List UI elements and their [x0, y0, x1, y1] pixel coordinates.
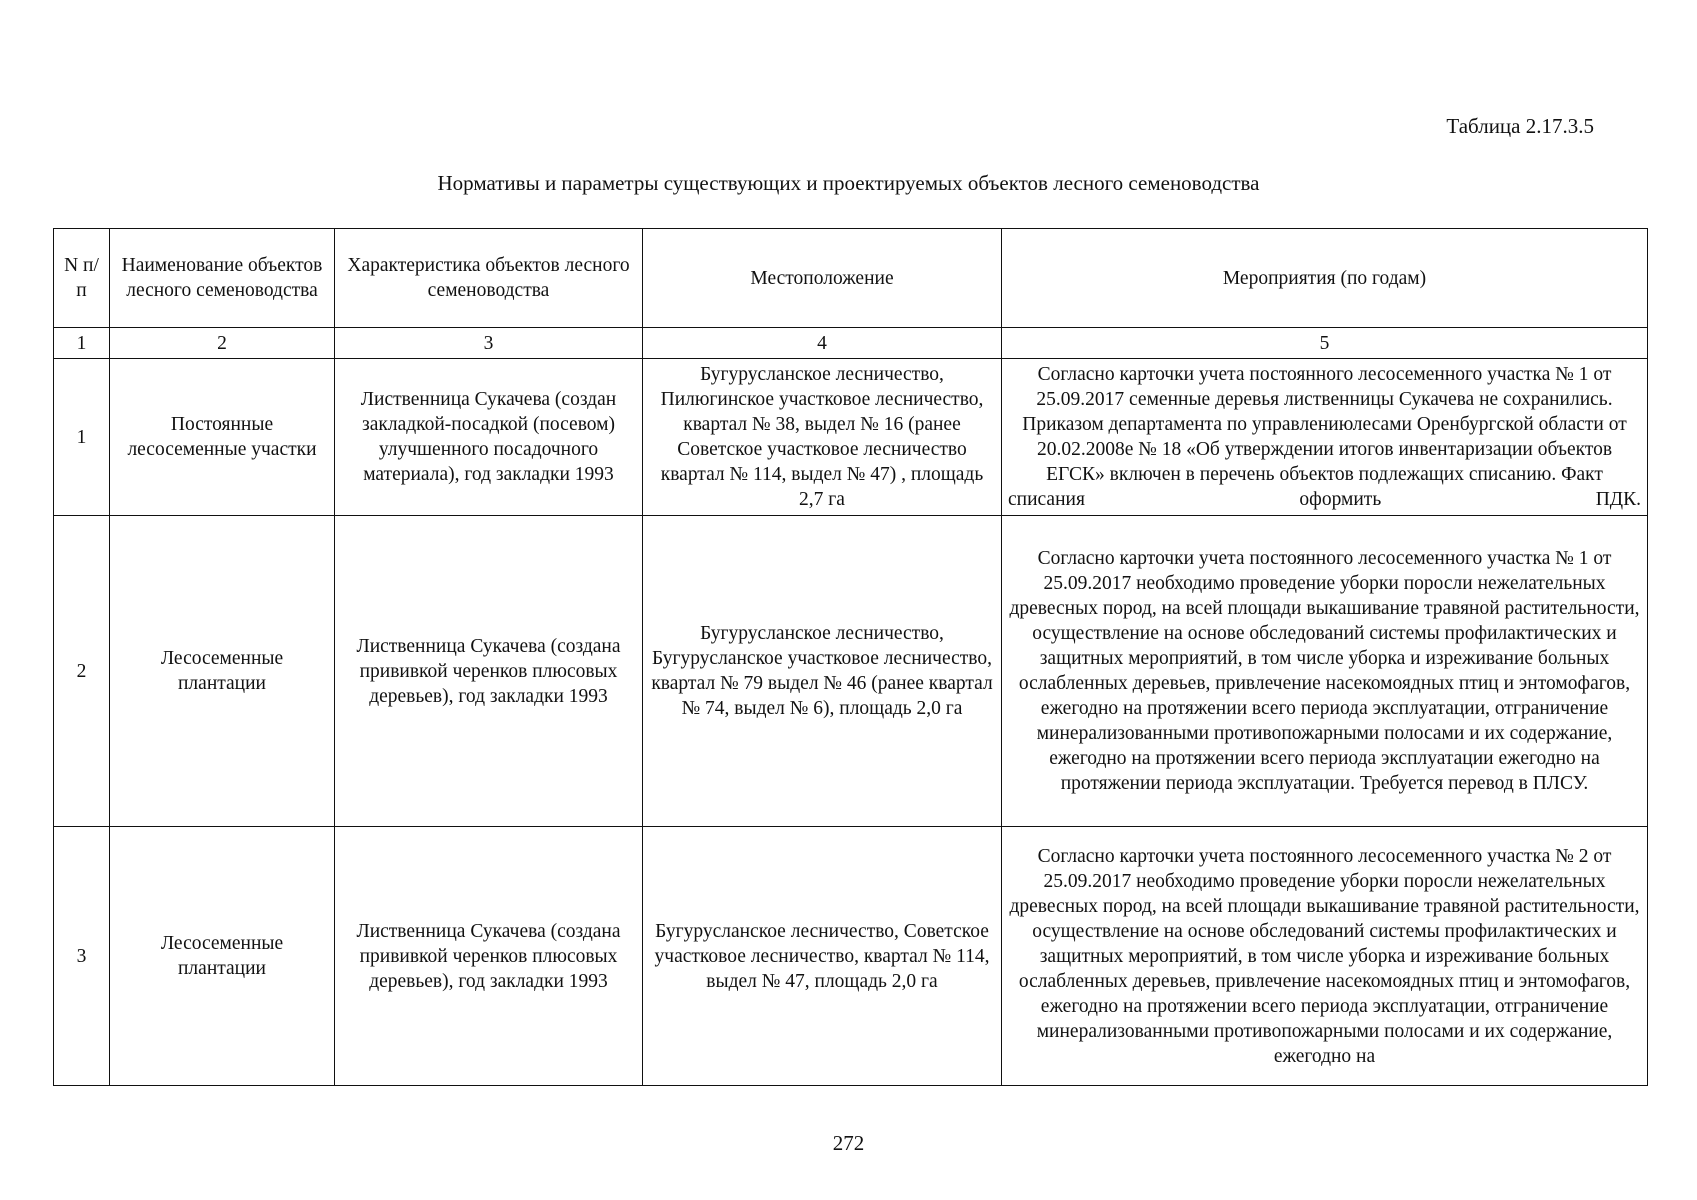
object-name-cell: Лесосеменные плантации — [110, 827, 335, 1086]
header-cell-location: Местоположение — [643, 229, 1002, 328]
page-number: 272 — [832, 1131, 865, 1155]
column-number-cell: 2 — [110, 328, 335, 359]
header-cell-measures: Мероприятия (по годам) — [1002, 229, 1648, 328]
location-cell: Бугурусланское лесничество, Советское участковое лесничество, квартал № 114, выдел № 47, площадь 2,0 га — [643, 827, 1002, 1086]
column-number-cell: 1 — [54, 328, 110, 359]
table-row — [54, 827, 1648, 1086]
column-number-cell: 4 — [643, 328, 1002, 359]
column-number-cell: 3 — [335, 328, 643, 359]
measures-cell: Согласно карточки учета постоянного лесосеменного участка № 1 от 25.09.2017 необходимо проведение уборки поросли нежелательных древесных пород, на всей площади выкашивание травяной растительности, осуществление на основе обследований системы профилактических и защитных мероприятий, в том числе уборка и изреживание больных ослабленных деревьев, привлечение насекомоядных птиц и энтомофагов, ежегодно на протяжении всего периода эксплуатации, отграничение минерализованными противопожарными полосами и их содержание, ежегодно на протяжении всего периода эксплуатации ежегодно на протяжении периода эксплуатации. Требуется перевод в ПЛСУ. — [1002, 516, 1648, 827]
column-number-row — [54, 328, 1648, 359]
row-number-cell: 1 — [54, 359, 110, 516]
document-title: Нормативы и параметры существующих и проектируемых объектов лесного семеноводства — [437, 171, 1260, 195]
header-cell-number: N п/п — [54, 229, 110, 328]
table-row — [54, 516, 1648, 827]
characteristic-cell: Лиственница Сукачева (создан закладкой-посадкой (посевом) улучшенного посадочного материала), год закладки 1993 — [335, 359, 643, 516]
header-cell-characteristic: Характеристика объектов лесного семеноводства — [335, 229, 643, 328]
location-cell: Бугурусланское лесничество, Пилюгинское участковое лесничество, квартал № 38, выдел № 16 (ранее Советское участковое лесничество квартал № 114, выдел № 47) , площадь 2,7 га — [643, 359, 1002, 516]
object-name-cell: Лесосеменные плантации — [110, 516, 335, 827]
table-label: Таблица 2.17.3.5 — [1446, 114, 1594, 138]
column-number-cell: 5 — [1002, 328, 1648, 359]
table-header-row — [54, 229, 1648, 328]
seed-objects-table — [53, 228, 1648, 1086]
row-number-cell: 2 — [54, 516, 110, 827]
location-cell: Бугурусланское лесничество, Бугурусланское участковое лесничество, квартал № 79 выдел № 46 (ранее квартал № 74, выдел № 6), площадь 2,0 га — [643, 516, 1002, 827]
measures-cell: Согласно карточки учета постоянного лесосеменного участка № 1 от 25.09.2017 семенные деревья лиственницы Сукачева не сохранились. Приказом департамента по управлениюлесами Оренбургской области от 20.02.2008е № 18 «Об утверждении итогов инвентаризации объектов ЕГСК» включен в перечень объектов подлежащих списанию. Факт списания оформить ПДК. — [1002, 359, 1648, 516]
characteristic-cell: Лиственница Сукачева (создана прививкой черенков плюсовых деревьев), год закладки 1993 — [335, 827, 643, 1086]
row-number-cell: 3 — [54, 827, 110, 1086]
characteristic-cell: Лиственница Сукачева (создана прививкой черенков плюсовых деревьев), год закладки 1993 — [335, 516, 643, 827]
measures-cell: Согласно карточки учета постоянного лесосеменного участка № 2 от 25.09.2017 необходимо проведение уборки поросли нежелательных древесных пород, на всей площади выкашивание травяной растительности, осуществление на основе обследований системы профилактических и защитных мероприятий, в том числе уборка и изреживание больных ослабленных деревьев, привлечение насекомоядных птиц и энтомофагов, ежегодно на протяжении всего периода эксплуатации, отграничение минерализованными противопожарными полосами и их содержание, ежегодно на — [1002, 827, 1648, 1086]
object-name-cell: Постоянные лесосеменные участки — [110, 359, 335, 516]
header-cell-name: Наименование объектов лесного семеноводства — [110, 229, 335, 328]
table-row — [54, 359, 1648, 516]
